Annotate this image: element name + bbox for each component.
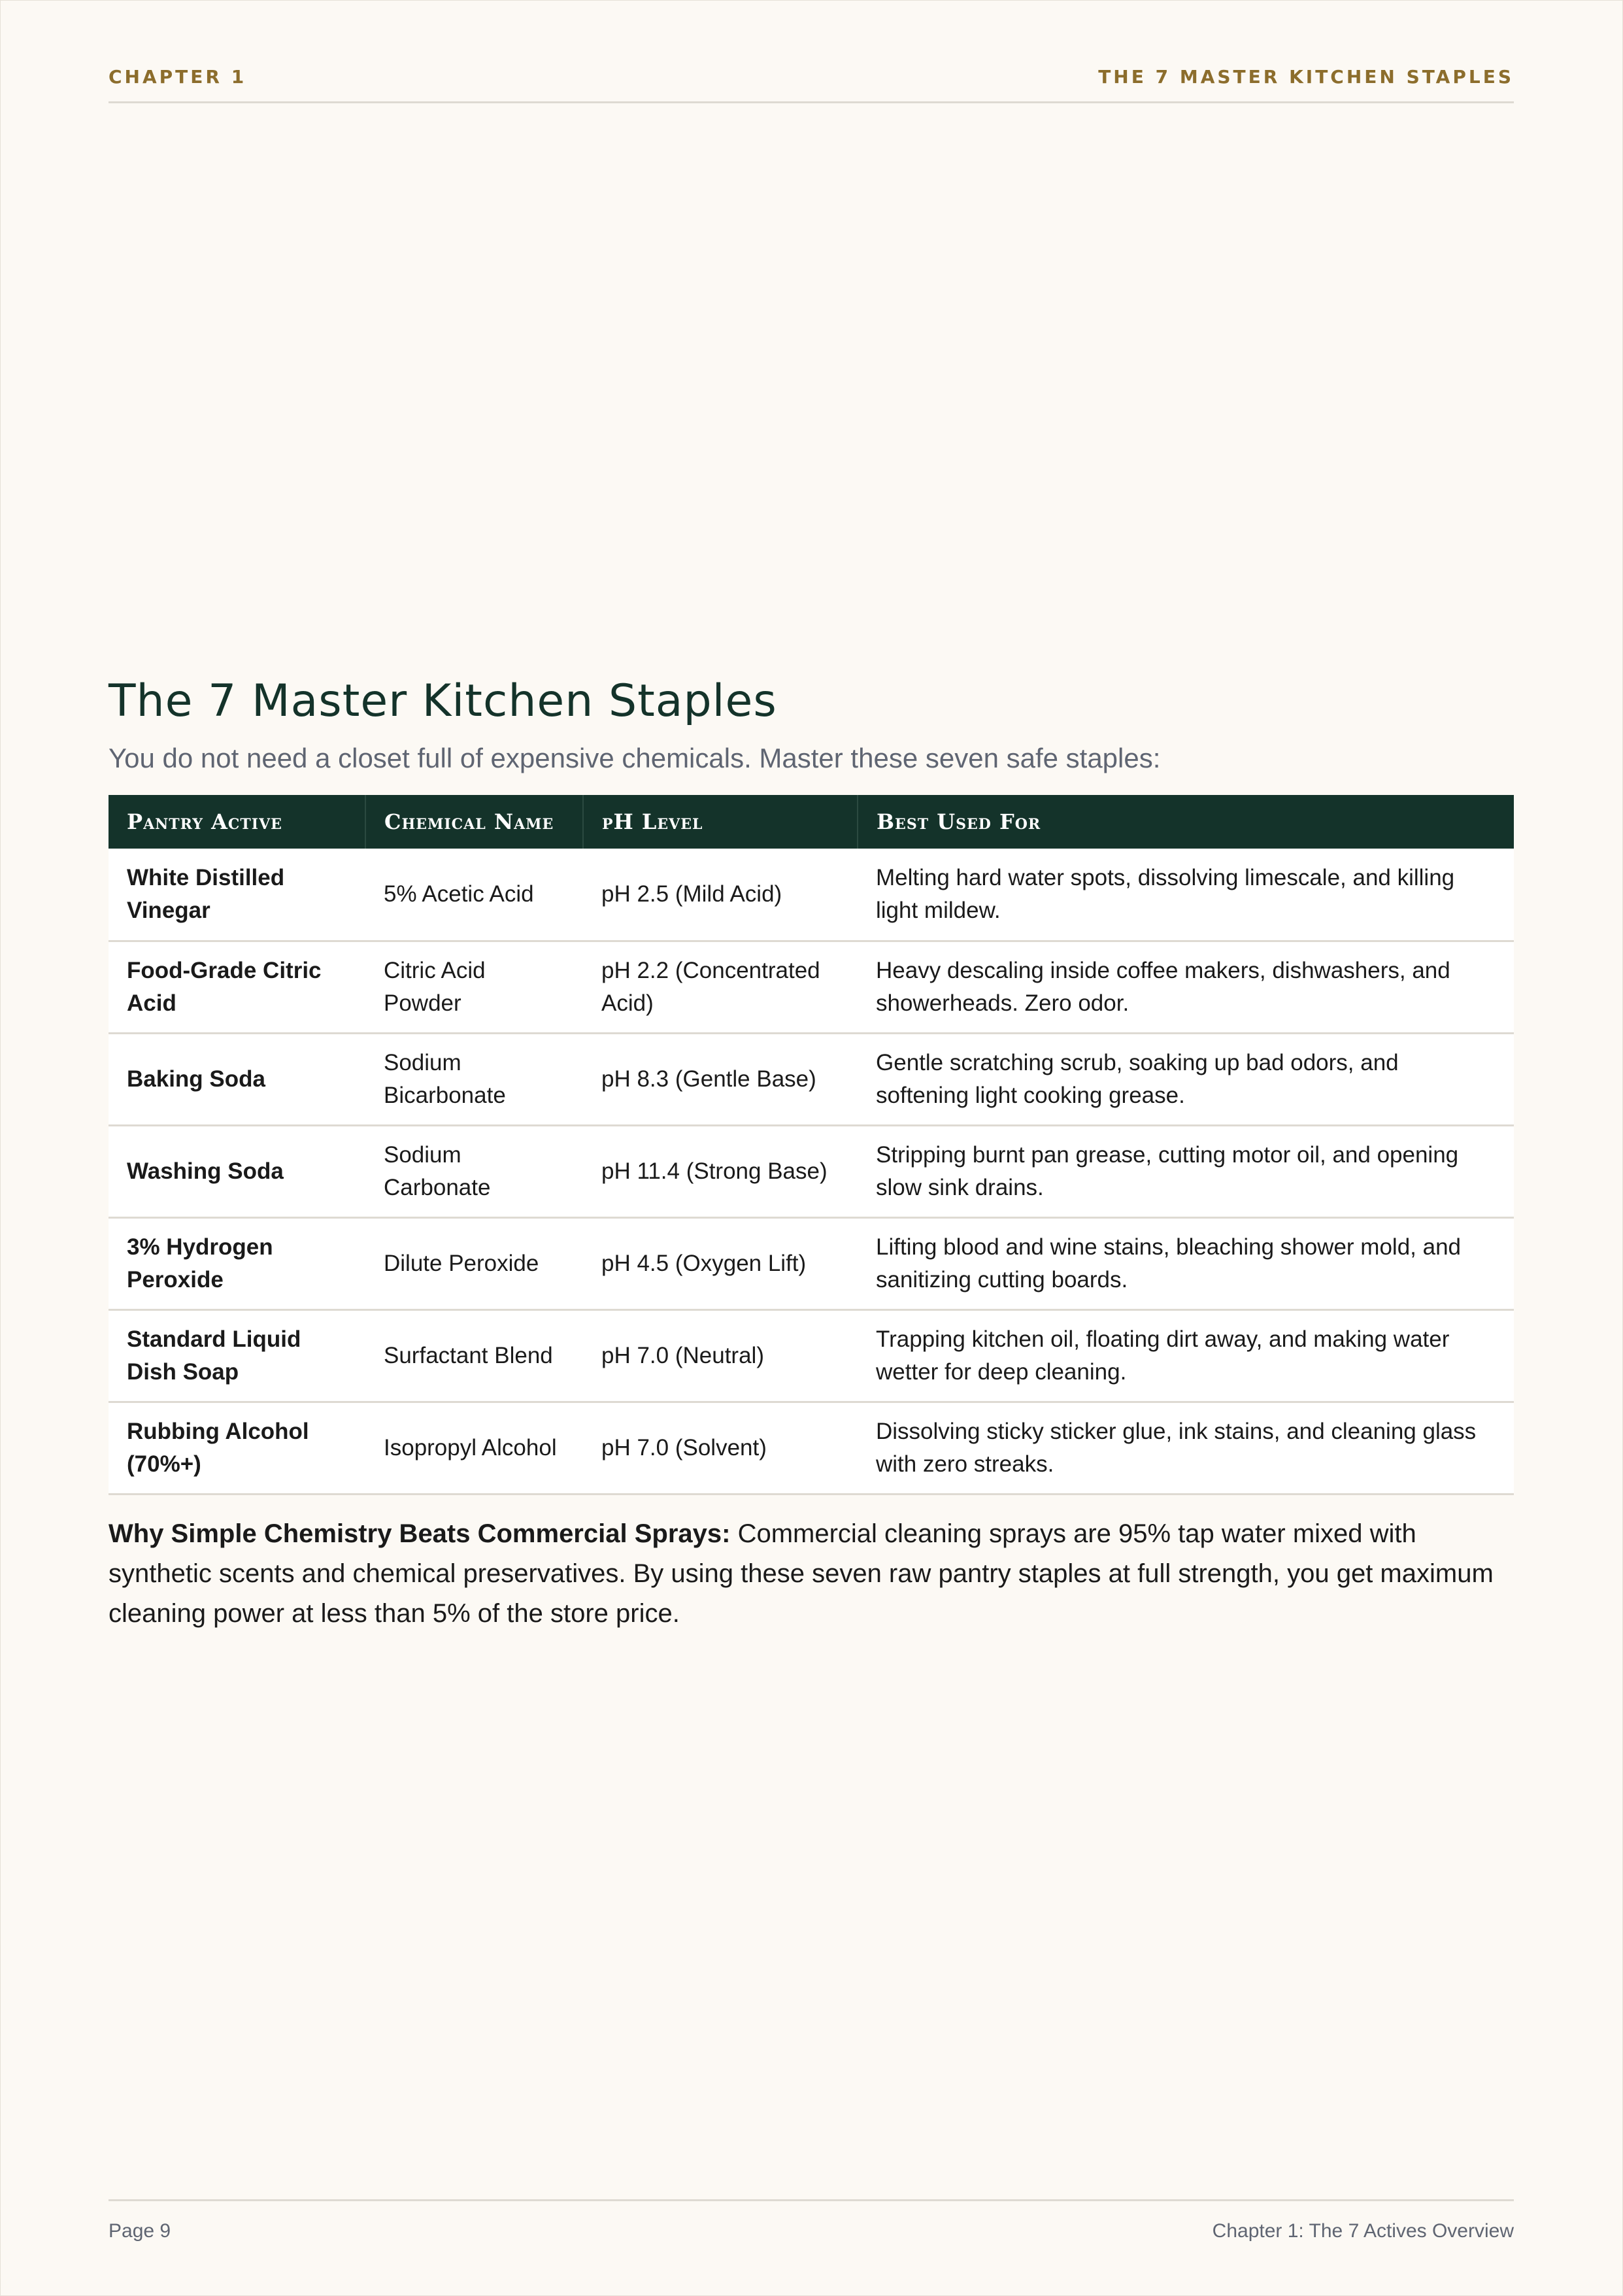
page-subtitle: You do not need a closet full of expensive chemicals. Master these seven safe staples:	[109, 743, 1161, 773]
column-header-ph-level: pH Level	[583, 795, 858, 849]
cell-chemical-name: Sodium Carbonate	[384, 1141, 491, 1200]
staples-table	[109, 795, 1514, 1495]
cell-chemical-name: Isopropyl Alcohol	[384, 1434, 557, 1460]
cell-chemical-name: 5% Acetic Acid	[384, 881, 534, 907]
table-header	[109, 795, 1514, 849]
column-header-best-used-for: Best Used For	[877, 809, 1041, 834]
cell-best-used-for: Stripping burnt pan grease, cutting motor oil, and opening slow sink drains.	[876, 1141, 1459, 1200]
cell-chemical-name: Dilute Peroxide	[384, 1250, 539, 1276]
cell-ph-level: pH 4.5 (Oxygen Lift)	[601, 1250, 807, 1276]
cell-pantry-active: Standard Liquid Dish Soap	[127, 1326, 301, 1385]
column-header-pantry-active: Pantry Active	[109, 795, 365, 849]
footer-chapter-label: Chapter 1: The 7 Actives Overview	[1212, 2220, 1514, 2242]
table-row	[109, 1033, 1514, 1125]
cell-pantry-active: Washing Soda	[127, 1158, 284, 1184]
cell-best-used-for: Trapping kitchen oil, floating dirt away, and making water wetter for deep cleaning.	[876, 1326, 1450, 1385]
table-row	[109, 849, 1514, 941]
why-body: Commercial cleaning sprays are 95% tap water mixed with synthetic scents and chemical preservatives. By using these seven raw pantry staples at full strength, you get maximum cleaning power at less than 5% of the store price.	[109, 1519, 1494, 1628]
why-lead: Why Simple Chemistry Beats Commercial Sprays:	[109, 1519, 731, 1548]
cell-pantry-active: White Distilled Vinegar	[127, 864, 285, 923]
table-body	[109, 849, 1514, 1494]
cell-ph-level: pH 2.5 (Mild Acid)	[601, 881, 782, 907]
table-row	[109, 1125, 1514, 1217]
cell-best-used-for: Gentle scratching scrub, soaking up bad odors, and softening light cooking grease.	[876, 1049, 1399, 1108]
cell-ph-level: pH 2.2 (Concentrated Acid)	[601, 957, 820, 1016]
table-row	[109, 1217, 1514, 1309]
cell-chemical-name: Citric Acid Powder	[384, 957, 486, 1016]
cell-ph-level: pH 8.3 (Gentle Base)	[601, 1066, 816, 1092]
table-row	[109, 1309, 1514, 1402]
cell-ph-level: pH 7.0 (Solvent)	[601, 1434, 767, 1460]
cell-best-used-for: Lifting blood and wine stains, bleaching shower mold, and sanitizing cutting boards.	[876, 1234, 1462, 1292]
cell-pantry-active: Food-Grade Citric Acid	[127, 957, 322, 1016]
table-header-row	[109, 795, 1514, 849]
page-title: The 7 Master Kitchen Staples	[109, 675, 777, 727]
why-paragraph	[109, 1514, 1514, 1634]
cell-pantry-active: Baking Soda	[127, 1066, 265, 1092]
table-row	[109, 1402, 1514, 1494]
column-header-chemical-name: Chemical Name	[365, 795, 583, 849]
cell-pantry-active: 3% Hydrogen Peroxide	[127, 1234, 273, 1292]
chapter-label: CHAPTER 1	[109, 66, 247, 88]
cell-best-used-for: Dissolving sticky sticker glue, ink stains, and cleaning glass with zero streaks.	[876, 1418, 1477, 1477]
table-row	[109, 941, 1514, 1033]
page-number: Page 9	[109, 2220, 171, 2242]
cell-chemical-name: Sodium Bicarbonate	[384, 1049, 506, 1108]
running-footer	[109, 2199, 1514, 2245]
cell-chemical-name: Surfactant Blend	[384, 1342, 553, 1368]
cell-best-used-for: Melting hard water spots, dissolving limescale, and killing light mildew.	[876, 864, 1455, 923]
cell-best-used-for: Heavy descaling inside coffee makers, dishwashers, and showerheads. Zero odor.	[876, 957, 1450, 1016]
section-title: THE 7 MASTER KITCHEN STAPLES	[1098, 66, 1514, 88]
running-header	[109, 63, 1514, 103]
cell-pantry-active: Rubbing Alcohol (70%+)	[127, 1418, 309, 1477]
cell-ph-level: pH 11.4 (Strong Base)	[601, 1158, 828, 1184]
cell-ph-level: pH 7.0 (Neutral)	[601, 1342, 764, 1368]
